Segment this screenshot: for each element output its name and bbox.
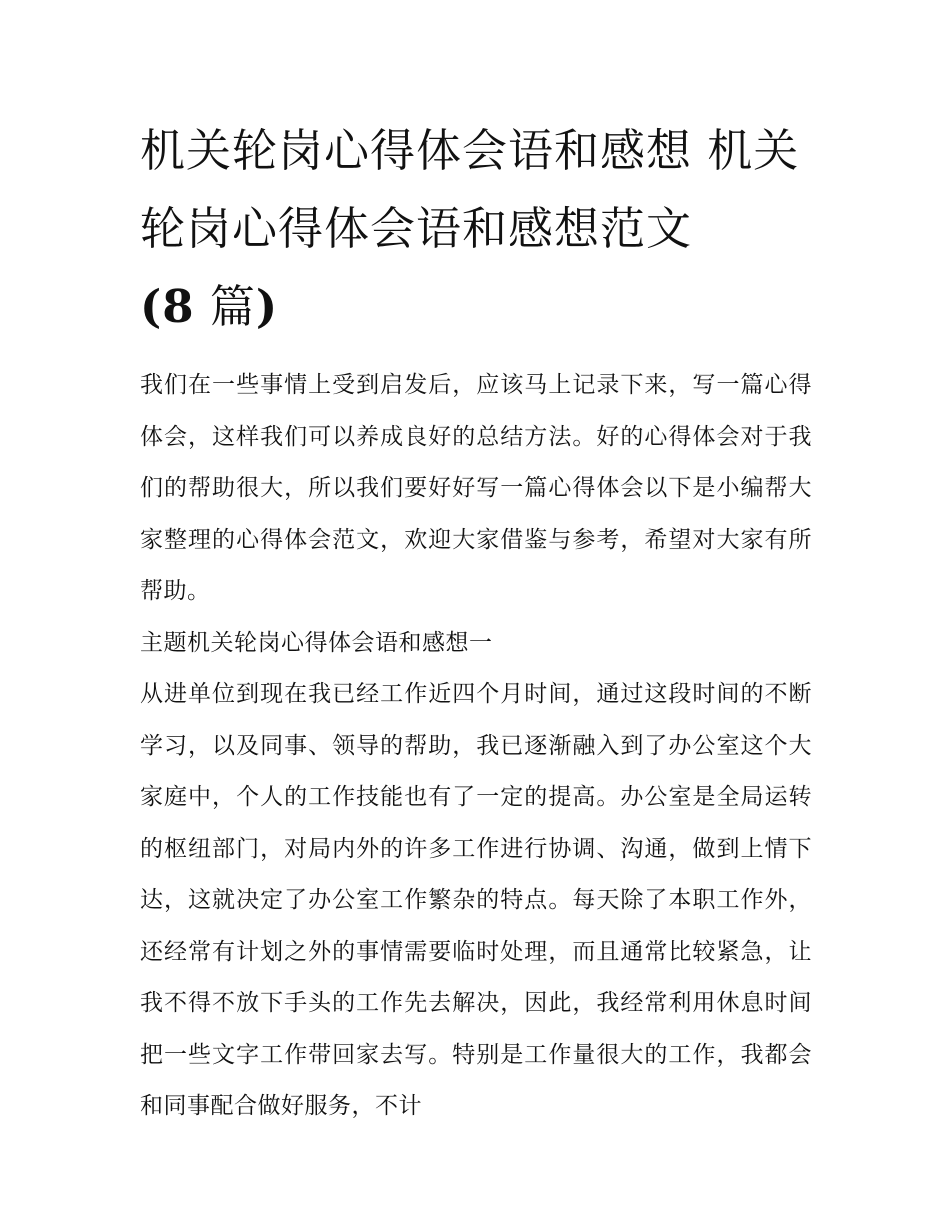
title-number: 8	[162, 280, 195, 333]
section-paragraph: 从进单位到现在我已经工作近四个月时间，通过这段时间的不断学习，以及同事、领导的帮助，我已逐渐融入到了办公室这个大家庭中，个人的工作技能也有了一定的提高。办公室是全局运转的枢纽部门，对局内外的许多工作进行协调、沟通，做到上情下达，这就决定了办公室工作繁杂的特点。每天除了本职工作外，还经常有计划之外的事情需要临时处理，而且通常比较紧急，让我不得不放下手头的工作先去解决，因此，我经常利用休息时间把一些文字工作带回家去写。特别是工作量很大的工作，我都会和同事配合做好服务，不计	[140, 681, 812, 1119]
document-body	[140, 360, 812, 1133]
section-heading: 主题机关轮岗心得体会语和感想一	[140, 629, 493, 656]
title-paren-close: )	[255, 280, 279, 333]
title-main-text: 机关轮岗心得体会语和感想 机关轮岗心得体会语和感想范文	[140, 124, 800, 255]
intro-paragraph: 我们在一些事情上受到启发后，应该马上记录下来，写一篇心得体会，这样我们可以养成良好的总结方法。好的心得体会对于我们的帮助很大，所以我们要好好写一篇心得体会以下是小编帮大家整理的心得体会范文，欢迎大家借鉴与参考，希望对大家有所帮助。	[140, 372, 812, 604]
title-unit: 篇	[194, 280, 256, 333]
title-paren-open: (	[140, 280, 163, 333]
document-page	[140, 112, 812, 1133]
document-title	[140, 112, 812, 346]
